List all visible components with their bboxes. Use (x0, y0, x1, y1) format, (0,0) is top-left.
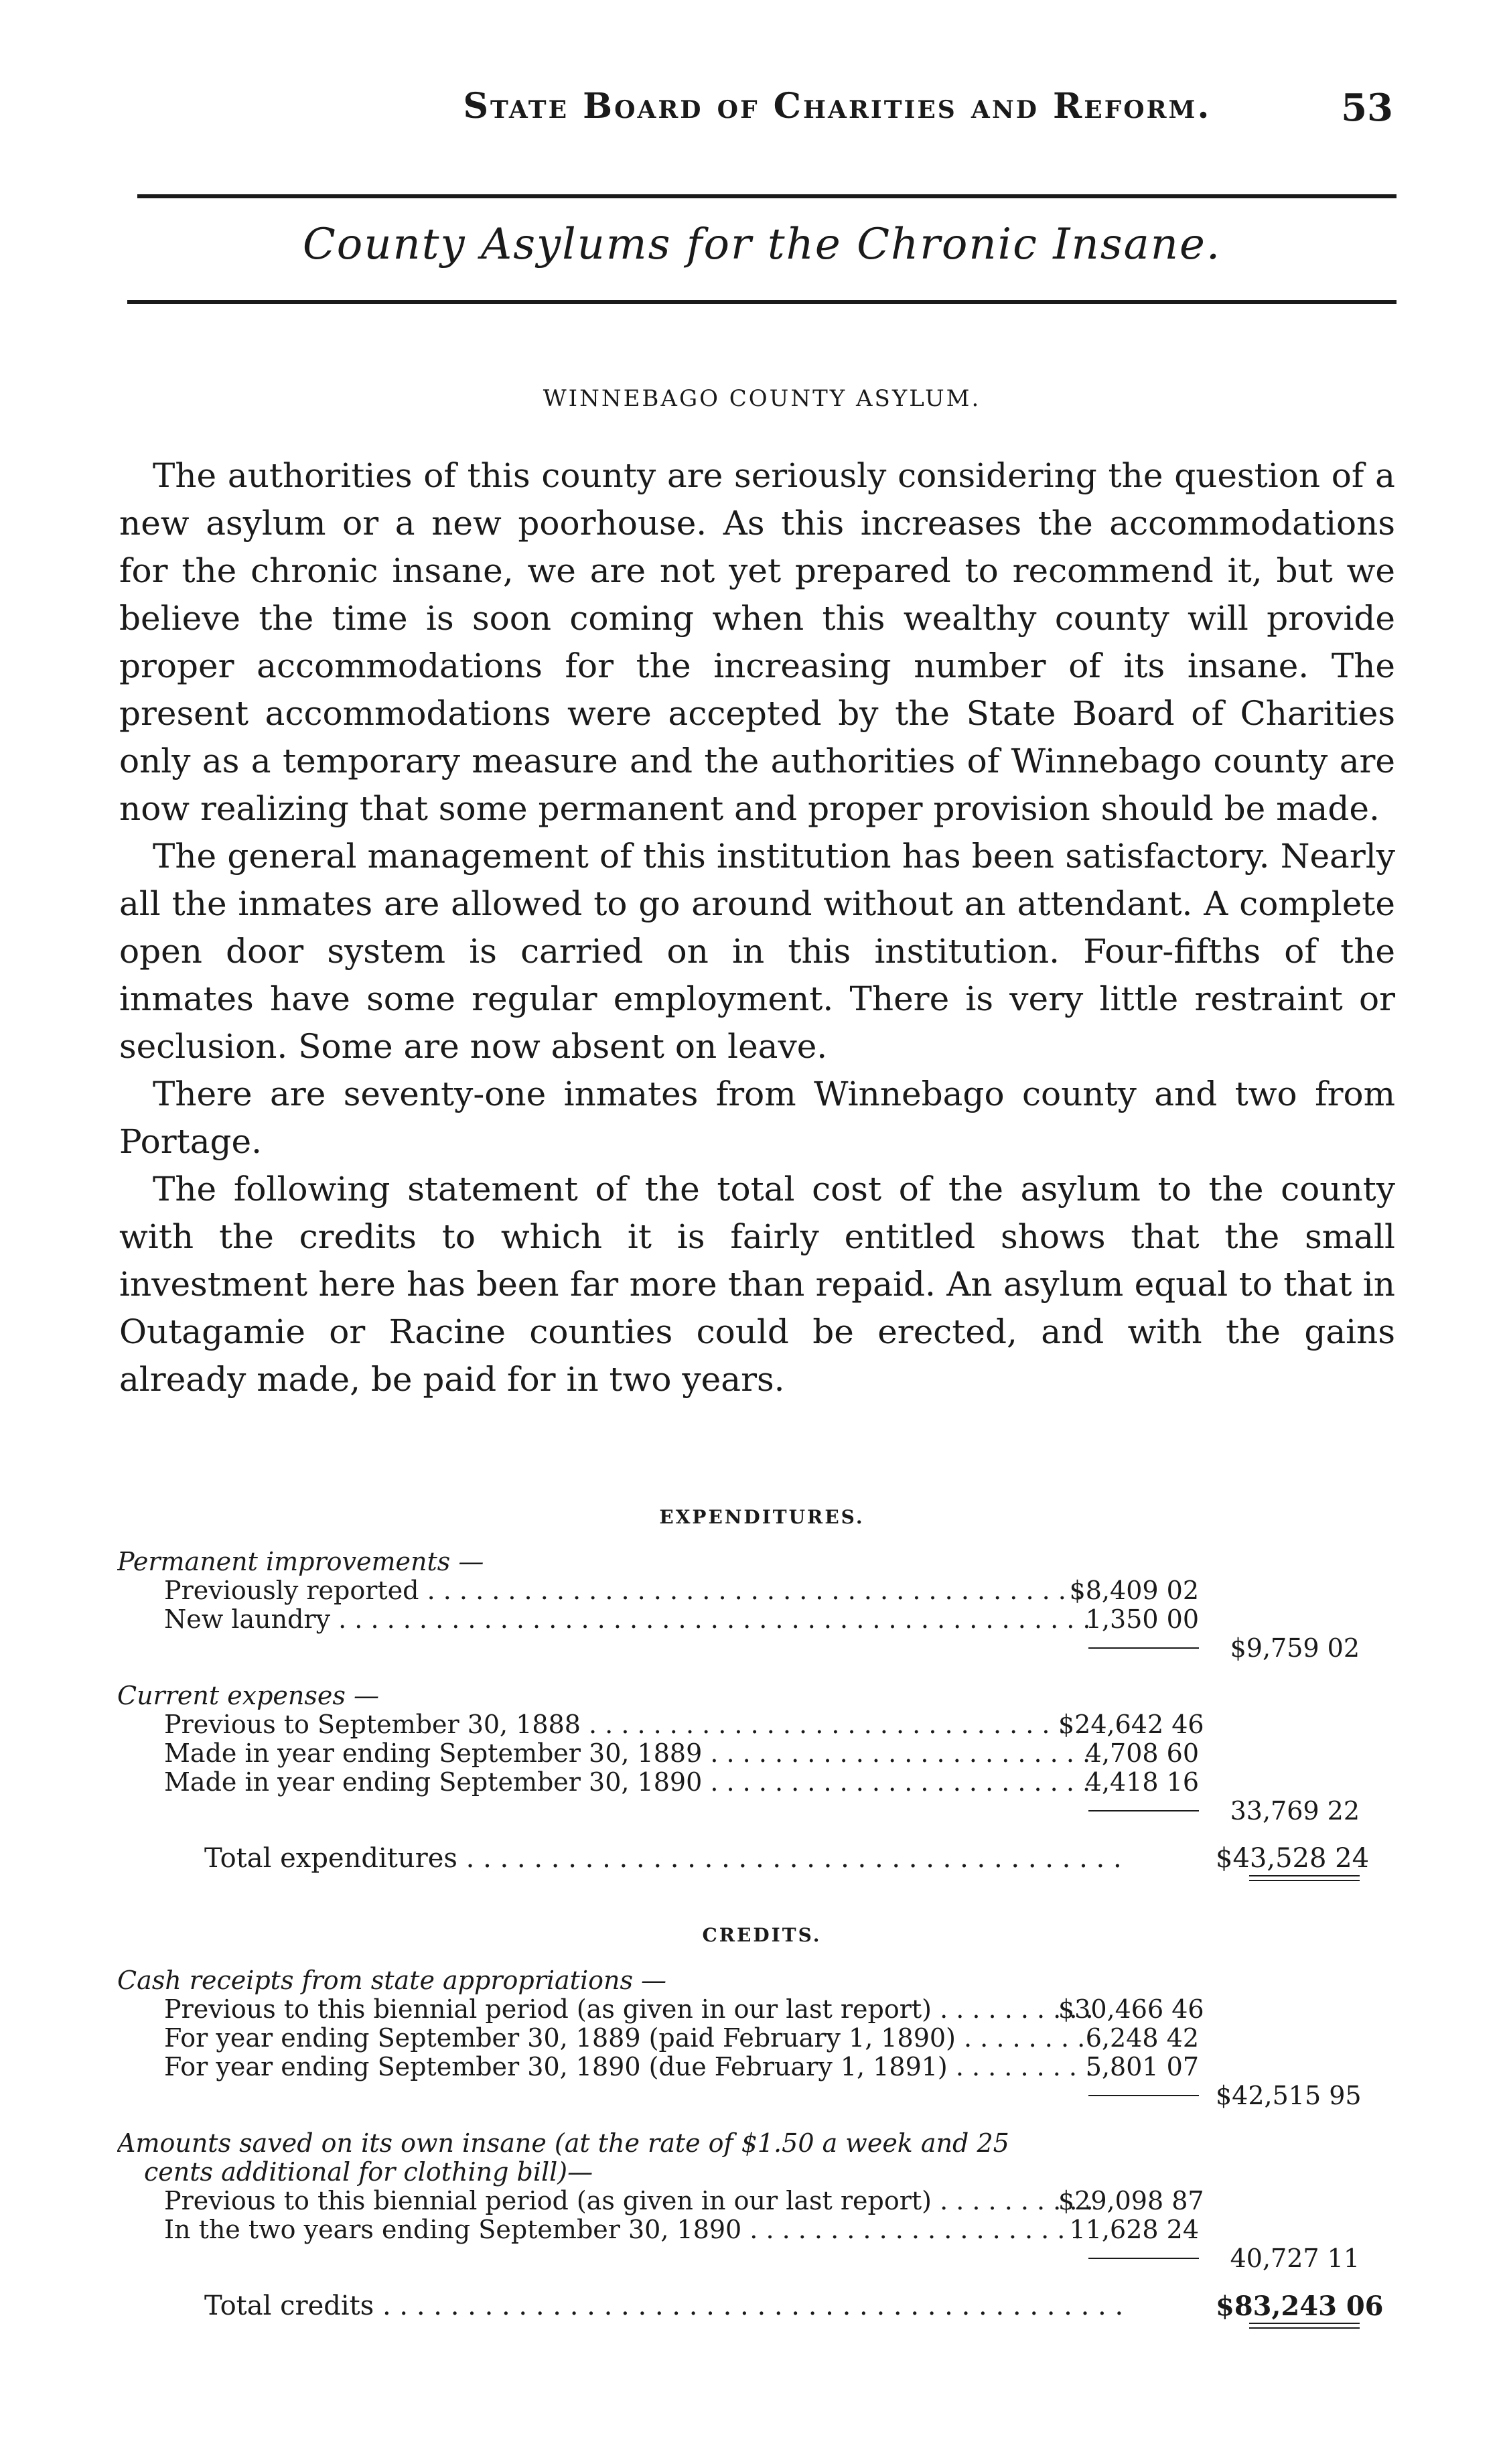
category-row (117, 1682, 1363, 1710)
sum-rule (1088, 1810, 1199, 1811)
category-label: Amounts saved on its own insane (at the rate of $1.50 a week and 25 (117, 2129, 1009, 2158)
body-text (119, 452, 1395, 1404)
paragraph: There are seventy-one inmates from Winnebago county and two from Portage. (119, 1075, 1395, 1161)
paragraph: The authorities of this county are seriously considering the question of a new asylum or a new poorhouse. As this increases the accommodations for the chronic insane, we are not yet prepared to recommend it, but we believe the time is soon coming when this wealthy county will provide proper accommodations for the increasing number of its insane. The present accommodations were accepted by the State Board of Charities only as a temporary measure and the authorities of Winnebago county are now realizing that some permanent and proper provision should be made. (119, 456, 1395, 828)
credits-table (117, 1966, 1384, 2322)
total-amount: $43,528 24 (1216, 1843, 1370, 1874)
item-label: Previous to September 30, 1888 . . . (117, 1710, 1092, 1739)
item-label: For year ending September 30, 1890 (due February 1, 1891) . . . (117, 2053, 1092, 2081)
item-amount: 11,628 24 (1069, 2215, 1199, 2244)
double-rule (1249, 1875, 1360, 1876)
subtotal-amount: $42,515 95 (1216, 2081, 1362, 2110)
category-label: Current expenses — (117, 1682, 379, 1710)
subtotal-amount: $9,759 02 (1230, 1633, 1360, 1663)
subtotal-amount: 33,769 22 (1230, 1796, 1360, 1826)
expenditures-table (117, 1548, 1370, 1874)
item-amount: 4,418 16 (1085, 1767, 1199, 1797)
page-number: 53 (1341, 86, 1393, 130)
table-row (117, 1739, 1363, 1768)
category-row (117, 1548, 1363, 1576)
table-row (117, 2187, 1363, 2215)
credits-heading: CREDITS. (702, 1924, 822, 1946)
sum-rule (1088, 2095, 1199, 2096)
item-amount: $30,466 46 (1058, 1994, 1204, 2024)
category-label-cont: cents additional for clothing bill)— (144, 2158, 593, 2187)
total-label: Total credits . . . (117, 2292, 1132, 2321)
table-row (117, 1995, 1363, 2024)
sum-rule (1088, 1647, 1199, 1649)
expenditures-heading: EXPENDITURES. (659, 1506, 865, 1528)
table-row (117, 1576, 1363, 1605)
item-label: Made in year ending September 30, 1890 . . . (117, 1768, 1092, 1797)
category-label: Cash receipts from state appropriations — (117, 1966, 667, 1995)
category-row (117, 2158, 1363, 2187)
title-rule-bottom (127, 300, 1397, 304)
running-head: State Board of Charities and Reform. (463, 86, 1212, 127)
asylum-heading: WINNEBAGO COUNTY ASYLUM. (543, 385, 981, 412)
table-row (117, 1605, 1363, 1634)
item-amount: $8,409 02 (1069, 1576, 1199, 1605)
subtotal-row (117, 2244, 1363, 2273)
item-amount: $24,642 46 (1058, 1710, 1204, 1739)
table-row (117, 2215, 1363, 2244)
table-row (117, 1768, 1363, 1797)
table-row (117, 2053, 1363, 2081)
subtotal-row (117, 2081, 1363, 2110)
section-title: County Asylums for the Chronic Insane. (302, 220, 1222, 269)
subtotal-row (117, 1797, 1363, 1826)
item-label: New laundry . . . (117, 1605, 1092, 1634)
total-amount: $83,243 06 (1216, 2290, 1384, 2322)
total-row (117, 1843, 1370, 1874)
total-row (117, 2290, 1384, 2322)
double-rule (1249, 2323, 1360, 2324)
item-label: In the two years ending September 30, 1890 . . . (117, 2215, 1092, 2244)
title-rule-top (137, 194, 1397, 198)
sum-rule (1088, 2258, 1199, 2259)
item-label: Previously reported . . . (117, 1576, 1092, 1605)
double-rule (1249, 1880, 1360, 1881)
category-row (117, 2129, 1363, 2158)
item-amount: 4,708 60 (1085, 1738, 1199, 1768)
paragraph: The following statement of the total cost of the asylum to the county with the credits to which it is fairly entitled shows that the small investment here has been far more than repaid. An asylum equal to that in Outagamie or Racine counties could be erected, and with the gains already made, be paid for in two years. (119, 1170, 1395, 1399)
table-row (117, 2024, 1363, 2053)
total-label: Total expenditures . . . (117, 1844, 1132, 1873)
paragraph: The general management of this institution has been satisfactory. Nearly all the inmates are allowed to go around without an attendant. A complete open door system is carried on in this institution. Four-fifths of the inmates have some regular employment. There is very little restraint or seclusion. Some are now absent on leave. (119, 837, 1395, 1066)
item-label: Made in year ending September 30, 1889 . . . (117, 1739, 1092, 1768)
category-row (117, 1966, 1363, 1995)
table-row (117, 1710, 1363, 1739)
subtotal-row (117, 1634, 1363, 1663)
item-amount: 1,350 00 (1085, 1604, 1199, 1634)
item-label: Previous to this biennial period (as given in our last report) . . . (117, 1995, 1092, 2024)
item-label: For year ending September 30, 1889 (paid February 1, 1890) . . . (117, 2024, 1092, 2053)
item-amount: 5,801 07 (1085, 2052, 1199, 2081)
subtotal-amount: 40,727 11 (1230, 2244, 1360, 2273)
category-label: Permanent improvements — (117, 1548, 484, 1576)
item-amount: $29,098 87 (1058, 2186, 1204, 2215)
double-rule (1249, 2327, 1360, 2329)
item-label: Previous to this biennial period (as given in our last report) . . . (117, 2187, 1092, 2215)
item-amount: 6,248 42 (1085, 2023, 1199, 2053)
